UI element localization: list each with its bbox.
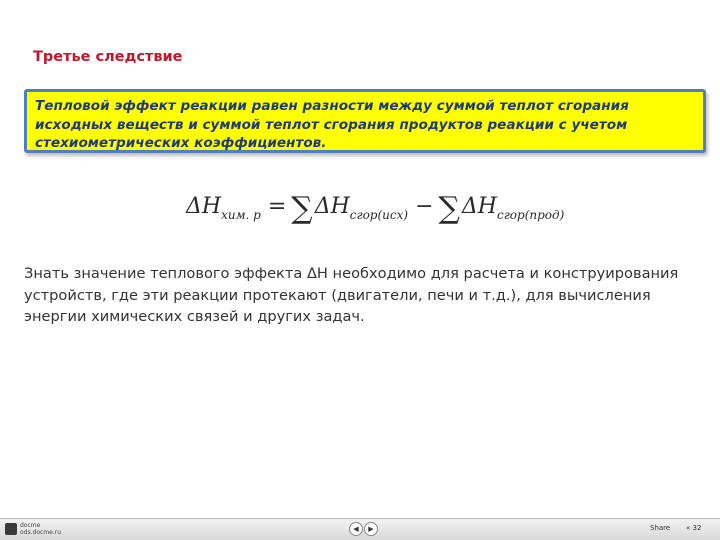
prev-slide-button[interactable] (349, 522, 363, 536)
formula-minus: − (415, 194, 434, 219)
highlight-box (24, 89, 706, 153)
body-line-3: энергии химических связей и других задач. (24, 308, 365, 325)
share-button[interactable] (650, 524, 670, 532)
logo-line-2: ods.docme.ru (20, 529, 62, 536)
formula-term2-subscript: сгор(прод) (497, 208, 565, 222)
page-indicator: « 32 (686, 524, 702, 532)
player-bar (0, 518, 720, 540)
share-label: Share (650, 524, 671, 532)
body-line-2: устройств, где эти реакции протекают (двигатели, печи и т.д.), для вычисления (24, 286, 651, 304)
highlight-line-3: стехиометрических коэффициентов. (35, 135, 327, 151)
next-slide-button[interactable] (364, 522, 378, 536)
body-paragraph (24, 263, 704, 328)
highlight-line-1: Тепловой эффект реакции равен разности между суммой теплот сгорания (35, 98, 629, 114)
formula-equals: = (267, 194, 287, 219)
formula-sum-icon: ∑ (291, 191, 313, 226)
formula (186, 186, 566, 226)
formula-lhs-subscript: хим. р (221, 208, 261, 222)
logo-line-1: docme (20, 522, 41, 529)
body-line-1: Знать значение теплового эффекта ΔН необходимо для расчета и конструирования (24, 265, 679, 282)
highlight-line-2: исходных веществ и суммой теплот сгорания продуктов реакции с учетом (35, 116, 628, 133)
formula-lhs-symbol: ΔH (186, 194, 222, 219)
next-arrow-icon: ▶ (368, 524, 374, 533)
formula-term2-symbol: ΔH (461, 194, 497, 219)
logo-icon[interactable] (5, 523, 17, 535)
slide-title: Третье следствие (33, 49, 183, 65)
formula-term1-subscript: сгор(исх) (349, 208, 409, 222)
formula-sum-icon-2: ∑ (438, 191, 460, 226)
slide-navigation (349, 522, 378, 536)
logo-text[interactable] (20, 522, 61, 536)
prev-arrow-icon: ◀ (353, 524, 359, 533)
formula-term1-symbol: ΔH (314, 194, 350, 219)
